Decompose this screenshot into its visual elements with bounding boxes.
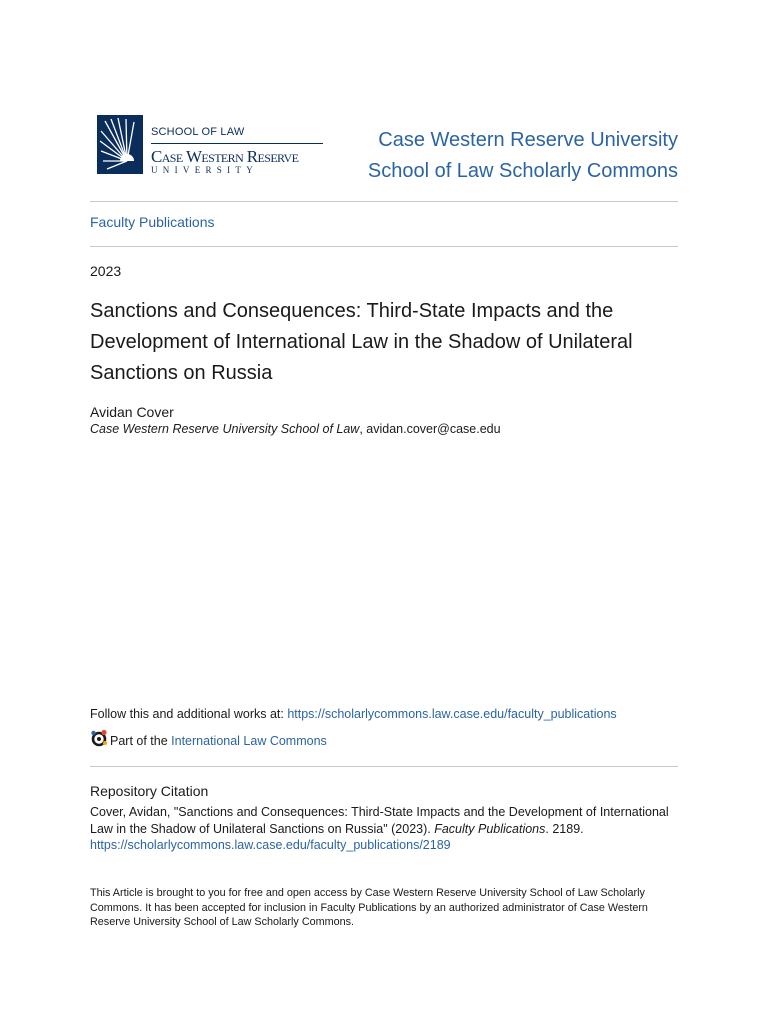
school-logo[interactable] bbox=[97, 115, 327, 177]
logo-university-name: Case Western Reserve bbox=[151, 147, 299, 166]
follow-line bbox=[90, 707, 617, 721]
author-affiliation bbox=[90, 422, 501, 436]
repository-name-line2: School of Law Scholarly Commons bbox=[367, 160, 678, 182]
sunburst-logo-icon bbox=[97, 115, 143, 174]
citation-journal: Faculty Publications bbox=[434, 821, 546, 836]
divider-top bbox=[90, 201, 678, 202]
citation-body: Cover, Avidan, "Sanctions and Consequences: Third-State Impacts and the Development of International Law in the Shadow of Unilateral Sanctions on Russia" (2023). bbox=[90, 805, 669, 836]
citation-heading: Repository Citation bbox=[90, 783, 209, 799]
part-of-text bbox=[110, 734, 327, 748]
affiliation-text: Case Western Reserve University School of Law bbox=[90, 422, 360, 436]
citation-number: . 2189. bbox=[545, 821, 584, 836]
follow-prefix: Follow this and additional works at: bbox=[90, 707, 288, 721]
repository-name-line1: Case Western Reserve University bbox=[378, 129, 678, 151]
access-notice: This Article is brought to you for free and open access by Case Western Reserve University School of Law Scholarly Commons. It has been accepted for inclusion in Faculty Publications by an authorized administrator of Case Western Reserve University School of Law Scholarly Commons. bbox=[90, 887, 648, 928]
repository-name-link[interactable] bbox=[368, 125, 678, 187]
collection-link[interactable]: Faculty Publications bbox=[90, 214, 215, 230]
logo-school-of-law: SCHOOL OF LAW bbox=[151, 126, 245, 138]
logo-divider bbox=[151, 143, 323, 144]
divider-citation bbox=[90, 766, 678, 767]
article-title: Sanctions and Consequences: Third-State Impacts and the Development of International Law in the Shadow of Unilateral Sanctions on Russia bbox=[90, 300, 633, 384]
citation-link[interactable]: https://scholarlycommons.law.case.edu/faculty_publications/2189 bbox=[90, 838, 451, 852]
logo-university-word: UNIVERSITY bbox=[151, 165, 258, 175]
international-law-commons-link[interactable]: International Law Commons bbox=[171, 734, 327, 748]
publication-year: 2023 bbox=[90, 263, 122, 279]
divider-collection bbox=[90, 246, 678, 247]
author-email: , avidan.cover@case.edu bbox=[359, 422, 501, 436]
author-name: Avidan Cover bbox=[90, 404, 174, 420]
network-icon bbox=[90, 729, 108, 747]
citation-text bbox=[90, 804, 680, 854]
part-of-prefix: Part of the bbox=[110, 734, 172, 748]
follow-link[interactable]: https://scholarlycommons.law.case.edu/faculty_publications bbox=[287, 707, 617, 721]
